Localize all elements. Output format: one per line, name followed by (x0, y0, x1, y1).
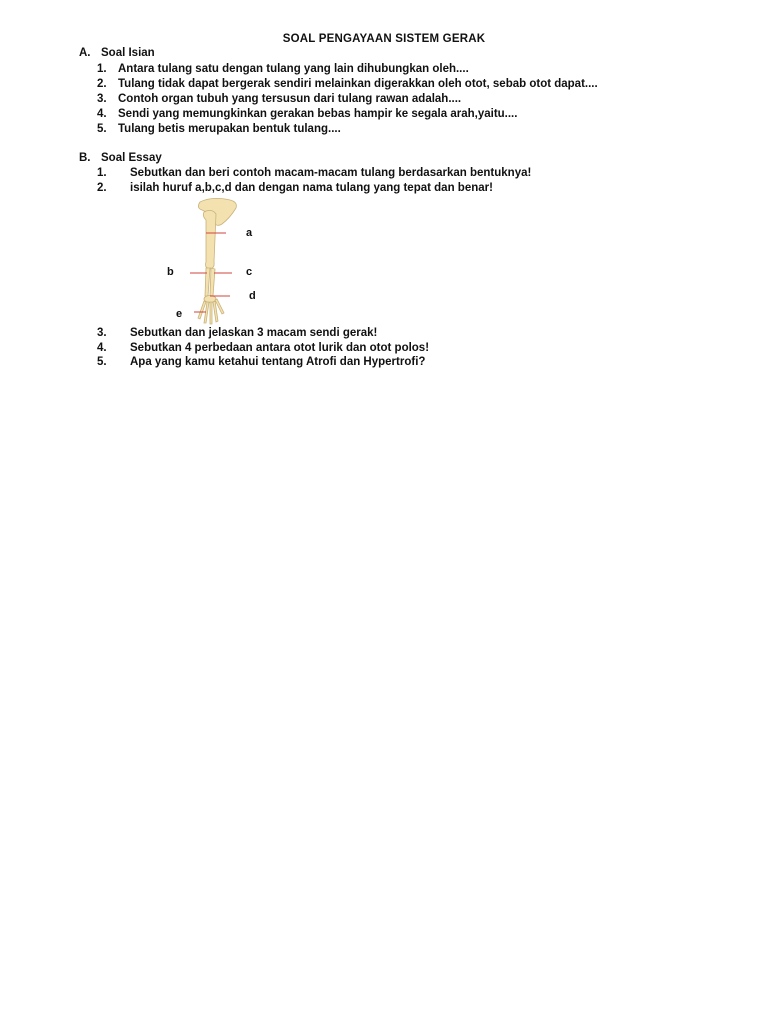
question-text: isilah huruf a,b,c,d dan dengan nama tulang yang tepat dan benar! (130, 182, 493, 194)
ulna-bone (210, 268, 215, 296)
question-number: 3. (97, 93, 107, 105)
question-number: 1. (97, 63, 107, 75)
label-c: c (246, 266, 253, 278)
section-b-letter: B. (79, 152, 91, 164)
section-b-heading (79, 152, 162, 164)
question-text: Sebutkan dan jelaskan 3 macam sendi gerak! (130, 327, 378, 339)
question-text: Sebutkan dan beri contoh macam-macam tulang berdasarkan bentuknya! (130, 167, 532, 179)
question-text: Antara tulang satu dengan tulang yang lain dihubungkan oleh.... (118, 63, 469, 75)
question-number: 5. (97, 356, 107, 368)
question-text: Tulang tidak dapat bergerak sendiri melainkan digerakkan oleh otot, sebab otot dapat.... (118, 78, 598, 90)
question-number: 4. (97, 108, 107, 120)
question-number: 5. (97, 123, 107, 135)
section-b-title: Soal Essay (101, 152, 162, 164)
page-title: SOAL PENGAYAAN SISTEM GERAK (282, 33, 486, 45)
question-number: 1. (97, 167, 107, 179)
question-number: 2. (97, 78, 107, 90)
arm-skeleton-diagram (160, 196, 270, 326)
question-text: Apa yang kamu ketahui tentang Atrofi dan Hypertrofi? (130, 356, 426, 368)
question-number: 3. (97, 327, 107, 339)
question-number: 4. (97, 342, 107, 354)
humerus-bone (203, 210, 216, 269)
radius-bone (205, 268, 210, 296)
label-d: d (249, 290, 256, 302)
question-text: Sebutkan 4 perbedaan antara otot lurik dan otot polos! (130, 342, 430, 354)
arm-bone-illustration (160, 196, 270, 326)
question-text: Tulang betis merupakan bentuk tulang.... (118, 123, 341, 135)
question-number: 2. (97, 182, 107, 194)
label-b: b (167, 266, 174, 278)
question-text: Sendi yang memungkinkan gerakan bebas hampir ke segala arah,yaitu.... (118, 108, 518, 120)
question-text: Contoh organ tubuh yang tersusun dari tulang rawan adalah.... (118, 93, 462, 105)
section-a-title: Soal Isian (101, 47, 155, 59)
section-a-letter: A. (79, 47, 91, 59)
finger-bone (210, 302, 212, 324)
label-a: a (246, 227, 253, 239)
label-e: e (176, 308, 183, 320)
section-a-heading (79, 47, 155, 59)
